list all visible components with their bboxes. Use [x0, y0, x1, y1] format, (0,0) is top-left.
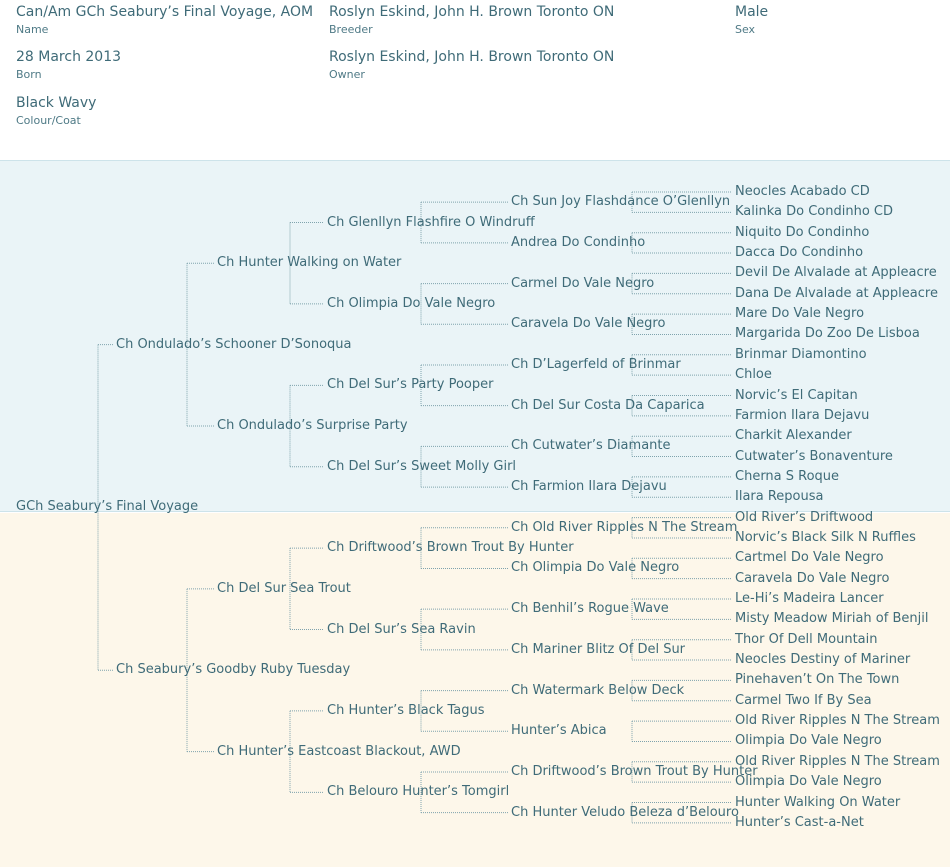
- born-field: [16, 49, 121, 82]
- colour-field: [16, 95, 96, 128]
- owner-field: [329, 49, 614, 82]
- breeder-label: Breeder: [329, 23, 373, 36]
- dog-link[interactable]: Old River’s Driftwood: [735, 509, 874, 525]
- dog-link[interactable]: GCh Seabury’s Final Voyage: [16, 499, 199, 515]
- dog-link[interactable]: Ch Ondulado’s Surprise Party: [217, 418, 408, 434]
- dog-link[interactable]: Pinehaven’t On The Town: [735, 672, 900, 688]
- dog-link[interactable]: Thor Of Dell Mountain: [735, 631, 878, 647]
- dog-link[interactable]: Ch Olimpia Do Vale Negro: [511, 560, 680, 576]
- dog-link[interactable]: Hunter Walking On Water: [735, 794, 901, 810]
- dog-link[interactable]: Carmel Do Vale Negro: [511, 275, 655, 291]
- dog-link[interactable]: Ch Farmion Ilara Dejavu: [511, 479, 667, 495]
- dog-link[interactable]: Ch Del Sur Costa Da Caparica: [511, 397, 705, 413]
- dog-link[interactable]: Ch Olimpia Do Vale Negro: [327, 295, 496, 311]
- dog-link[interactable]: Dana De Alvalade at Appleacre: [735, 285, 938, 301]
- dog-link[interactable]: Kalinka Do Condinho CD: [735, 204, 894, 220]
- colour-value: Black Wavy: [16, 95, 97, 111]
- dog-link[interactable]: Olimpia Do Vale Negro: [735, 733, 882, 749]
- dog-link[interactable]: Niquito Do Condinho: [735, 224, 870, 240]
- dog-link[interactable]: Carmel Two If By Sea: [735, 692, 872, 708]
- owner-value: Roslyn Eskind, John H. Brown Toronto ON: [329, 49, 615, 65]
- breeder-value: Roslyn Eskind, John H. Brown Toronto ON: [329, 4, 615, 20]
- colour-label: Colour/Coat: [16, 114, 81, 127]
- dog-link[interactable]: Ch Seabury’s Goodby Ruby Tuesday: [116, 662, 351, 678]
- dog-link[interactable]: Ch Glenllyn Flashfire O Windruff: [327, 214, 535, 230]
- born-value: 28 March 2013: [16, 49, 122, 65]
- dog-link[interactable]: Old River Ripples N The Stream: [735, 753, 940, 769]
- dog-link[interactable]: Ch Del Sur’s Sweet Molly Girl: [327, 458, 517, 474]
- born-label: Born: [16, 68, 42, 81]
- dog-link[interactable]: Caravela Do Vale Negro: [735, 570, 890, 586]
- dog-link[interactable]: Misty Meadow Miriah of Benjil: [735, 611, 929, 627]
- dog-link[interactable]: Cartmel Do Vale Negro: [735, 550, 884, 566]
- dog-link[interactable]: Hunter’s Cast-a-Net: [735, 814, 864, 830]
- dog-link[interactable]: Neocles Destiny of Mariner: [735, 652, 911, 668]
- dog-name-value: Can/Am GCh Seabury’s Final Voyage, AOM: [16, 4, 314, 20]
- dog-link[interactable]: Charkit Alexander: [735, 428, 852, 444]
- dog-link[interactable]: Margarida Do Zoo De Lisboa: [735, 326, 920, 342]
- dog-link[interactable]: Ch D’Lagerfeld of Brinmar: [511, 356, 681, 372]
- dog-link[interactable]: Mare Do Vale Negro: [735, 306, 865, 322]
- dog-link[interactable]: Ch Driftwood’s Brown Trout By Hunter: [511, 763, 758, 779]
- dog-link[interactable]: Ch Hunter Veludo Beleza d’Belouro: [511, 804, 739, 820]
- dog-link[interactable]: Farmion Ilara Dejavu: [735, 407, 870, 423]
- dog-name-label: Name: [16, 23, 49, 36]
- dog-link[interactable]: Ch Hunter’s Black Tagus: [327, 702, 485, 718]
- dog-link[interactable]: Ch Belouro Hunter’s Tomgirl: [327, 784, 510, 800]
- dog-link[interactable]: Ch Del Sur’s Sea Ravin: [327, 621, 476, 637]
- dog-link[interactable]: Dacca Do Condinho: [735, 245, 864, 261]
- dog-link[interactable]: Ch Del Sur Sea Trout: [217, 580, 351, 596]
- dog-link[interactable]: Ch Del Sur’s Party Pooper: [327, 377, 494, 393]
- dog-link[interactable]: Caravela Do Vale Negro: [511, 316, 666, 332]
- dog-link[interactable]: Ch Mariner Blitz Of Del Sur: [511, 641, 686, 657]
- owner-label: Owner: [329, 68, 365, 81]
- dog-link[interactable]: Andrea Do Condinho: [511, 234, 646, 250]
- dog-link[interactable]: Ch Hunter Walking on Water: [217, 255, 402, 271]
- dog-link[interactable]: Ch Sun Joy Flashdance O’Glenllyn: [511, 194, 731, 210]
- dog-link[interactable]: Ch Benhil’s Rogue Wave: [511, 601, 669, 617]
- dog-link[interactable]: Neocles Acabado CD: [735, 184, 870, 199]
- breeder-field: [329, 4, 614, 37]
- dog-link[interactable]: Ch Cutwater’s Diamante: [511, 438, 671, 454]
- dog-link[interactable]: Olimpia Do Vale Negro: [735, 774, 882, 790]
- dog-link[interactable]: Ch Driftwood’s Brown Trout By Hunter: [327, 540, 574, 556]
- dog-link[interactable]: Norvic’s El Capitan: [735, 387, 858, 403]
- dog-link[interactable]: Ch Old River Ripples N The Stream: [511, 519, 738, 535]
- dog-link[interactable]: Ch Hunter’s Eastcoast Blackout, AWD: [217, 743, 461, 759]
- dog-link[interactable]: Hunter’s Abica: [511, 723, 607, 739]
- dog-link[interactable]: Ilara Repousa: [735, 489, 824, 505]
- sex-field: [735, 4, 768, 37]
- dog-link[interactable]: Cutwater’s Bonaventure: [735, 448, 893, 464]
- dog-link[interactable]: Ch Watermark Below Deck: [511, 682, 685, 698]
- sex-value: Male: [735, 4, 769, 20]
- dog-link[interactable]: Old River Ripples N The Stream: [735, 713, 940, 729]
- dog-link[interactable]: Devil De Alvalade at Appleacre: [735, 265, 937, 281]
- dog-link[interactable]: Cherna S Roque: [735, 468, 840, 484]
- dog-link[interactable]: Ch Ondulado’s Schooner D’Sonoqua: [116, 336, 352, 352]
- dog-link[interactable]: Le-Hi’s Madeira Lancer: [735, 591, 884, 606]
- name-field: [16, 4, 313, 37]
- dog-link[interactable]: Chloe: [735, 367, 772, 383]
- dog-link[interactable]: Norvic’s Black Silk N Ruffles: [735, 529, 916, 545]
- sex-label: Sex: [735, 23, 756, 36]
- dog-link[interactable]: Brinmar Diamontino: [735, 346, 867, 362]
